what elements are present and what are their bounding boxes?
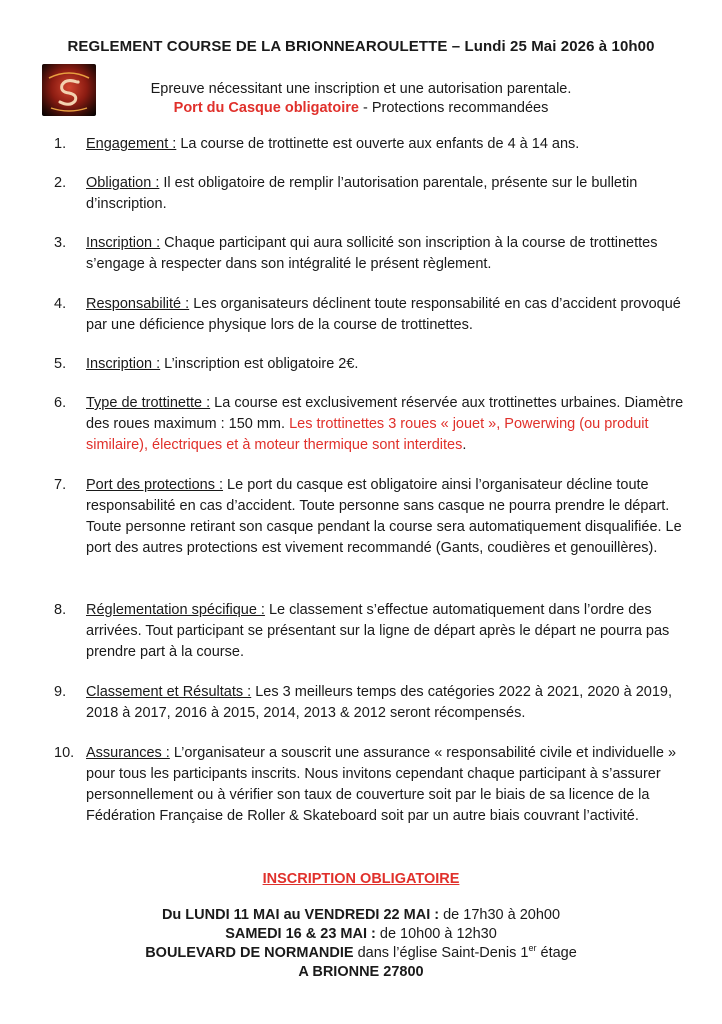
location-detail: dans l’église Saint-Denis 1 [353, 945, 529, 961]
rule-item [54, 294, 696, 336]
rule-tail: . [462, 437, 467, 453]
rule-key: Réglementation spécifique : [86, 602, 265, 618]
rule-key: Assurances : [86, 745, 170, 761]
rule-text: L’inscription est obligatoire 2€. [160, 356, 359, 372]
rule-text: Le classement s’effectue automatiquement dans l’ordre des arrivées. Tout participant se présentant sur la ligne de départ après le départ ne pourra pas prendre part à la course. [86, 602, 670, 660]
schedule-saturday-hours: de 10h00 à 12h30 [375, 926, 497, 942]
rule-key: Inscription : [86, 356, 161, 372]
rule-item [54, 134, 696, 155]
intro-helmet-line [100, 99, 622, 118]
rule-number: 1. [54, 136, 67, 152]
rule-text: Les organisateurs déclinent toute responsabilité en cas d’accident provoqué par une déficience physique lors de la course de trottinettes. [86, 296, 681, 333]
location-street: BOULEVARD DE NORMANDIE [145, 945, 354, 961]
inscription-title-block [0, 870, 722, 889]
rule-text: Le port du casque est obligatoire ainsi l’organisateur décline toute responsabilité en cas d’accident. Toute personne sans casque ne pourra prendre le départ. Toute personne retirant son casque pendant la course sera automatiquement disqualifiée. Le port des autres protections est vivement recommandé (Gants, coudières et genouillères). [86, 477, 682, 556]
rule-text: Chaque participant qui aura sollicité son inscription à la course de trottinettes s’engage à respecter dans son intégralité le présent règlement. [86, 235, 658, 272]
rule-item [54, 393, 696, 456]
rule-key: Classement et Résultats : [86, 684, 252, 700]
rule-text: La course de trottinette est ouverte aux enfants de 4 à 14 ans. [176, 136, 580, 152]
rule-key: Engagement : [86, 136, 177, 152]
rule-number: 5. [54, 356, 67, 372]
rule-key: Obligation : [86, 175, 160, 191]
location-line [0, 944, 722, 963]
location-floor: étage [536, 945, 577, 961]
rule-text: Il est obligatoire de remplir l’autorisation parentale, présente sur le bulletin d’inscription. [86, 175, 638, 212]
schedule-saturday [0, 925, 722, 944]
rule-item [54, 682, 696, 724]
rule-text: Les 3 meilleurs temps des catégories 2022 à 2021, 2020 à 2019, 2018 à 2017, 2016 à 2015, 2014, 2013 & 2012 seront récompensés. [86, 684, 672, 721]
location-sup: er [528, 943, 537, 954]
schedule-weekday [0, 906, 722, 925]
rule-item [54, 475, 696, 559]
rule-key: Responsabilité : [86, 296, 190, 312]
rule-text: L’organisateur a souscrit une assurance « responsabilité civile et individuelle » pour tous les participants inscrits. Nous invitons cependant chaque participant à s’assurer personnellement ou à vérifier son taux de couverture soit par le biais de sa licence de la Fédération Française de Roller & Skateboard soit par un autre biais couvrant l’activité. [86, 745, 677, 824]
rule-item [54, 233, 696, 275]
inscription-title: INSCRIPTION OBLIGATOIRE [262, 871, 460, 887]
rule-item [54, 600, 696, 663]
location-city: A BRIONNE 27800 [298, 964, 424, 980]
rule-number: 4. [54, 296, 67, 312]
intro-block [100, 80, 622, 118]
rule-item [54, 173, 696, 215]
rule-key: Type de trottinette : [86, 395, 211, 411]
schedule-weekday-label: Du LUNDI 11 MAI au VENDREDI 22 MAI : [161, 907, 440, 923]
rule-number: 9. [54, 684, 67, 700]
inscription-schedule [0, 906, 722, 982]
rule-number: 3. [54, 235, 67, 251]
rule-key: Inscription : [86, 235, 161, 251]
protections-text: - Protections recommandées [358, 100, 549, 116]
rule-key: Port des protections : [86, 477, 224, 493]
rule-text: La course est exclusivement réservée aux trottinettes urbaines. Diamètre des roues maximum : 150 mm. [86, 395, 684, 432]
rule-number: 8. [54, 602, 67, 618]
schedule-saturday-label: SAMEDI 16 & 23 MAI : [225, 926, 376, 942]
prohibited-scooters-text: Les trottinettes 3 roues « jouet », Powerwing (ou produit similaire), électriques et à moteur thermique sont interdites [86, 416, 649, 453]
rule-number: 6. [54, 395, 67, 411]
intro-line: Epreuve nécessitant une inscription et une autorisation parentale. [150, 81, 572, 97]
rule-item [54, 354, 696, 375]
rule-number: 7. [54, 477, 67, 493]
page-title: REGLEMENT COURSE DE LA BRIONNEAROULETTE – Lundi 25 Mai 2026 à 10h00 [67, 38, 655, 55]
rule-number: 10. [54, 745, 75, 761]
schedule-weekday-hours: de 17h30 à 20h00 [439, 907, 561, 923]
rule-number: 2. [54, 175, 67, 191]
rule-item [54, 743, 696, 827]
helmet-required-text: Port du Casque obligatoire [173, 100, 359, 116]
brionnearoulette-logo-icon [42, 64, 96, 116]
